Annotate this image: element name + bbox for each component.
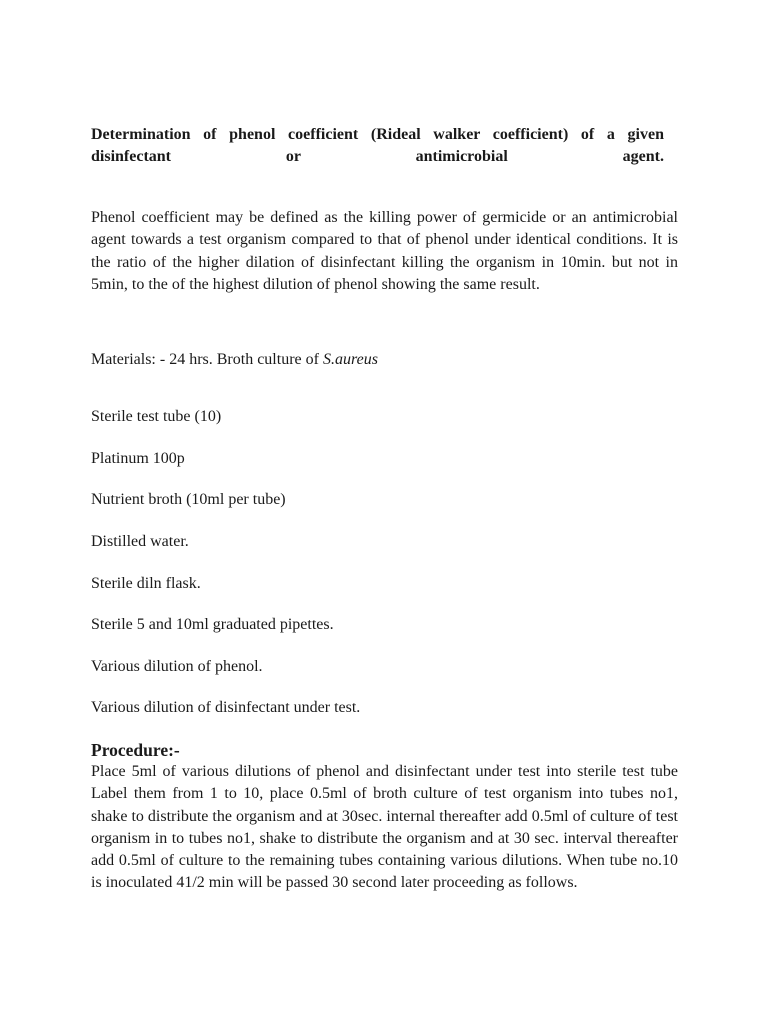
title-line-1: Determination of phenol coefficient (Rideal walker coefficient) of a given [91, 126, 664, 143]
document-title [91, 124, 664, 168]
material-item: Distilled water. [91, 533, 189, 550]
title-line-2-right: or antimicrobial agent. [285, 148, 664, 165]
procedure-paragraph: Place 5ml of various dilutions of phenol and disinfectant under test into sterile test tube Label them from 1 to 10, place 0.5ml of broth culture of test organism into tubes no1, shake to distribute the organism and at 30sec. internal thereafter add 0.5ml of culture of test organism in to tubes no1, shake to distribute the organism and at 30 sec. interval thereafter add 0.5ml of culture to the remaining tubes containing various dilutions. When tube no.10 is inoculated 41/2 min will be passed 30 second later proceeding as follows. [91, 763, 678, 892]
material-item: Various dilution of phenol. [91, 658, 263, 675]
title-line-2 [91, 146, 664, 168]
materials-line [91, 349, 378, 371]
intro-paragraph: Phenol coefficient may be defined as the killing power of germicide or an antimicrobial agent towards a test organism compared to that of phenol under identical conditions. It is the ratio of the higher dilation of disinfectant killing the organism in 10min. but not in 5min, to the of the highest dilution of phenol showing the same result. [91, 209, 678, 293]
material-item: Sterile diln flask. [91, 575, 201, 592]
material-item: Nutrient broth (10ml per tube) [91, 491, 286, 508]
materials-organism: S.aureus [322, 351, 378, 368]
procedure-heading: Procedure:- [91, 740, 180, 760]
title-line-2-left: disinfectant [91, 148, 171, 165]
materials-prefix: Materials: - 24 hrs. Broth culture of [91, 351, 323, 368]
material-item: Sterile 5 and 10ml graduated pipettes. [91, 616, 334, 633]
material-item: Platinum 100p [91, 450, 185, 467]
material-item: Sterile test tube (10) [91, 408, 222, 425]
material-item: Various dilution of disinfectant under test. [91, 699, 361, 716]
